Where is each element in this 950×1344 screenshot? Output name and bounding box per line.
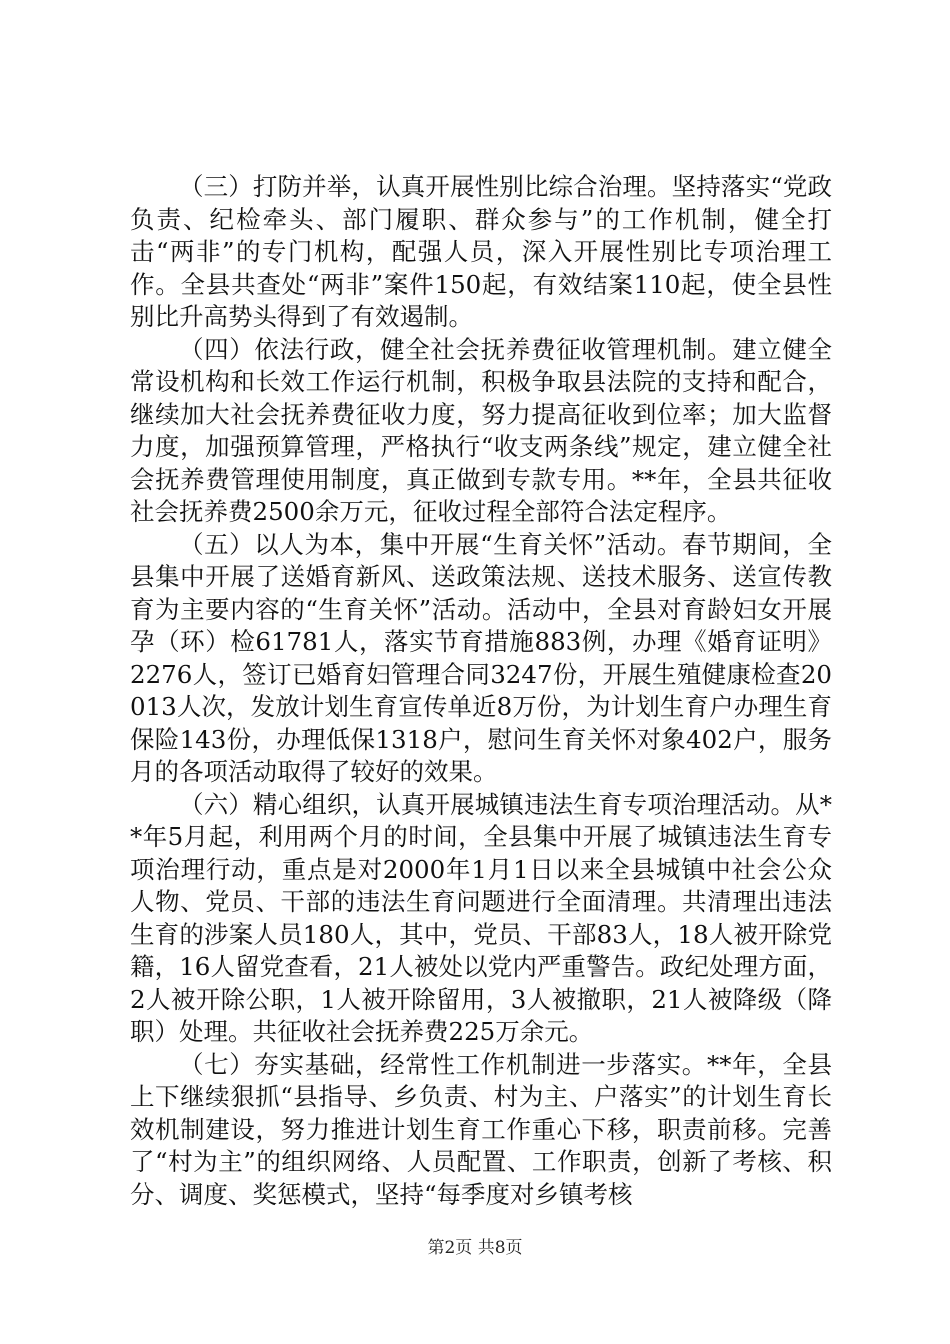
paragraph-3-gender-ratio: （三）打防并举，认真开展性别比综合治理。坚持落实“党政负责、纪检牵头、部门履职、群众参与”的工作机制，健全打击“两非”的专门机构，配强人员，深入开展性别比专项治理工作。全县共查处“两非”案件150起，有效结案110起，使全县性别比升高势头得到了有效遏制。 bbox=[130, 172, 832, 331]
paragraph-7-foundation: （七）夯实基础，经常性工作机制进一步落实。**年，全县上下继续狠抓“县指导、乡负责、村为主、户落实”的计划生育长效机制建设，努力推进计划生育工作重心下移，职责前移。完善了“村为主”的组织网络、人员配置、工作职责，创新了考核、积分、调度、奖惩模式，坚持“每季度对乡镇考核 bbox=[130, 1049, 832, 1209]
paragraph-5-birth-care: （五）以人为本，集中开展“生育关怀”活动。春节期间，全县集中开展了送婚育新风、送政策法规、送技术服务、送宣传教育为主要内容的“生育关怀”活动。活动中，全县对育龄妇女开展孕（环）检61781人，落实节育措施883例，办理《婚育证明》2276人，签订已婚育妇管理合同3247份，开展生殖健康检查20013人次，发放计划生育宣传单近8万份，为计划生育户办理生育保险143份，办理低保1318户，慰问生育关怀对象402户，服务月的各项活动取得了较好的效果。 bbox=[130, 529, 832, 786]
page-number-label: 第2页 共8页 bbox=[427, 1238, 523, 1258]
paragraph-6-urban-governance: （六）精心组织，认真开展城镇违法生育专项治理活动。从**年5月起，利用两个月的时间，全县集中开展了城镇违法生育专项治理行动，重点是对2000年1月1日以来全县城镇中社会公众人物、党员、干部的违法生育问题进行全面清理。共清理出违法生育的涉案人员180人，其中，党员、干部83人，18人被开除党籍，16人留党查看，21人被处以党内严重警告。政纪处理方面，2人被开除公职，1人被开除留用，3人被撤职，21人被降级（降职）处理。共征收社会抚养费225万余元。 bbox=[130, 789, 832, 1046]
page-footer bbox=[0, 1237, 950, 1259]
document-body bbox=[130, 171, 832, 1211]
paragraph-4-social-fee: （四）依法行政，健全社会抚养费征收管理机制。建立健全常设机构和长效工作运行机制，积极争取县法院的支持和配合，继续加大社会抚养费征收力度，努力提高征收到位率；加大监督力度，加强预算管理，严格执行“收支两条线”规定，建立健全社会抚养费管理使用制度，真正做到专款专用。**年，全县共征收社会抚养费2500余万元，征收过程全部符合法定程序。 bbox=[130, 334, 832, 526]
